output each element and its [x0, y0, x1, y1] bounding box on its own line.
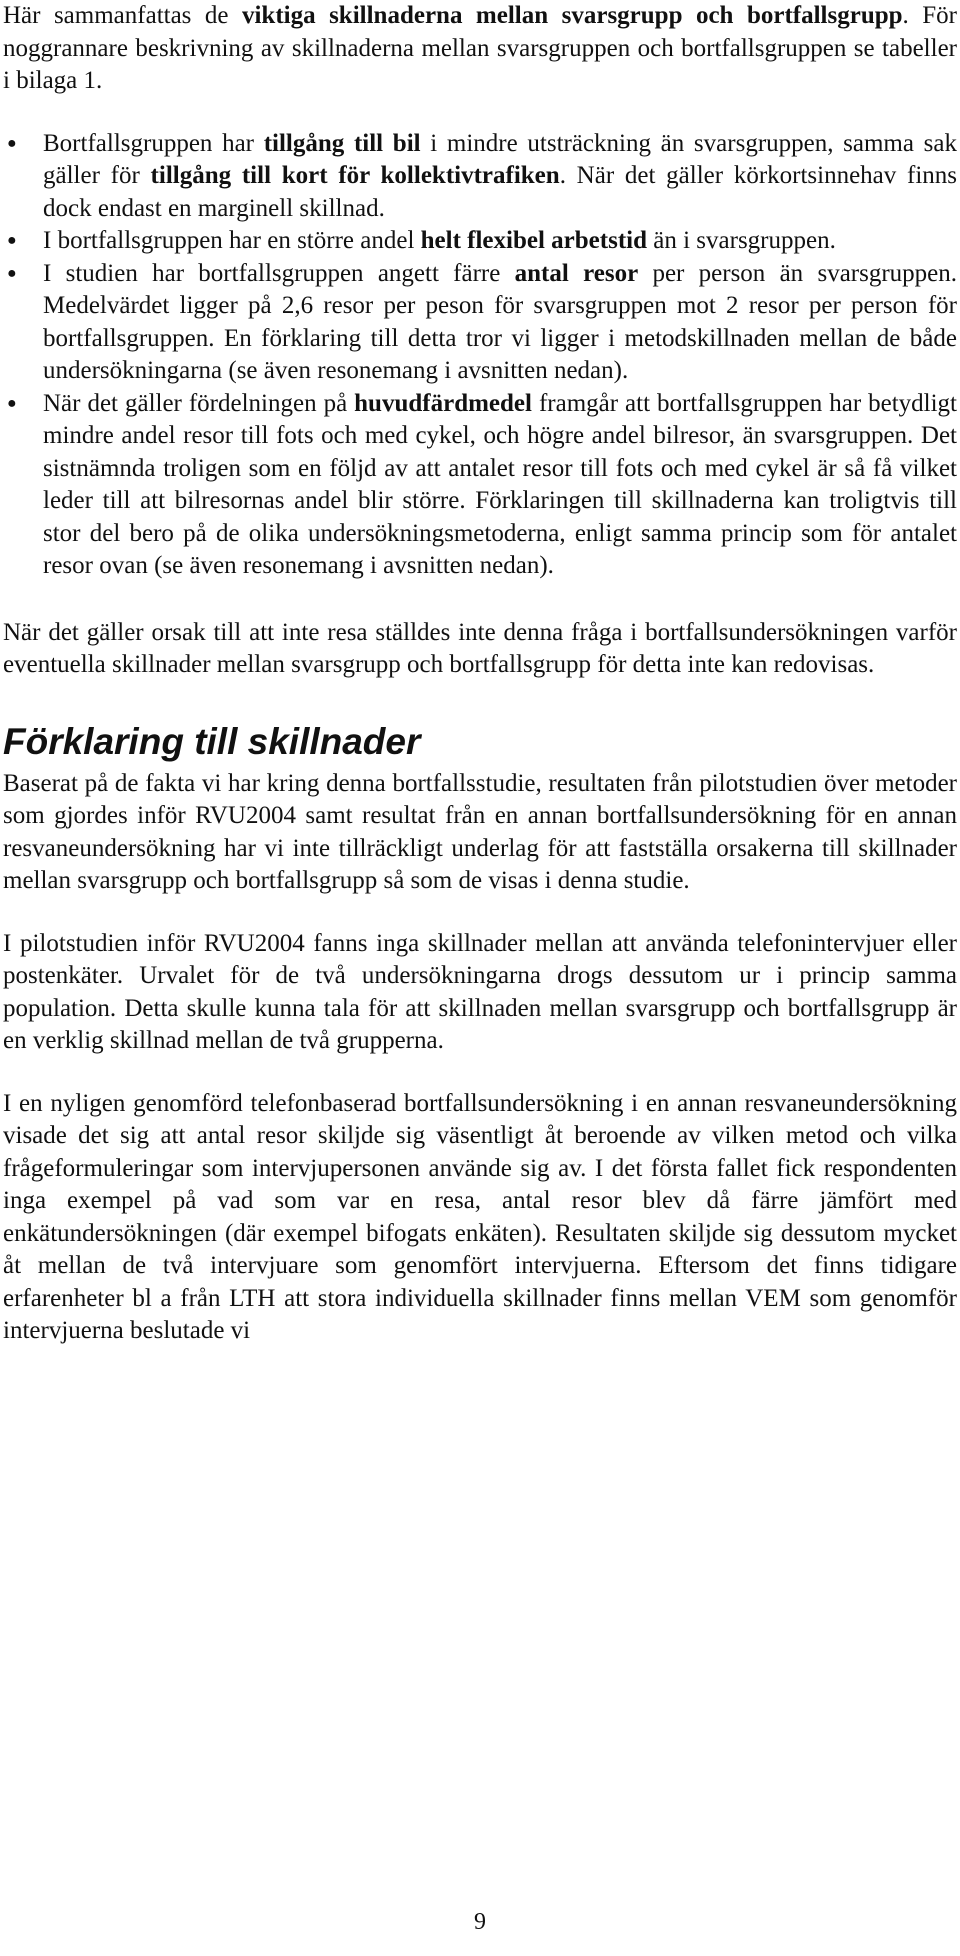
- intro-bold-text: viktiga skillnaderna mellan svarsgrupp och bortfallsgrupp: [241, 2, 903, 29]
- bullet-icon: ●: [7, 394, 17, 412]
- list-item: ● I bortfallsgruppen har en större andel helt flexibel arbetstid än i svarsgruppen.: [3, 225, 957, 258]
- body-paragraph-3: I en nyligen genomförd telefonbaserad bortfallsundersökning i en annan resvaneundersökning visade det sig att antal resor skiljde sig väsentligt åt beroende av vilken metod och vilka frågeformuleringar som intervjupersonen använde sig av. I det första fallet fick respondenten inga exempel på vad som var en resa, antal resor blev då färre jämfört med enkätundersökningen (där exempel bifogats enkäten). Resultaten skiljde sig dessutom mycket åt mellan de två intervjuare som genomfört intervjuerna. Eftersom det finns tidigare erfarenheter bl a från LTH att stora individuella skillnader finns mellan VEM som genomför intervjuerna beslutade vi: [3, 1089, 957, 1344]
- bullet-icon: ●: [7, 264, 17, 282]
- section-heading: Förklaring till skillnader: [3, 720, 421, 762]
- intro-text-1: Här sammanfattas de: [3, 2, 242, 29]
- bullet-icon: ●: [7, 134, 17, 152]
- body-paragraph-2: I pilotstudien inför RVU2004 fanns inga skillnader mellan att använda telefonintervjuer eller postenkäter. Urvalet för de två undersökningarna drogs dessutom ur i princip samma population. Detta skulle kunna tala för att skillnaden mellan svarsgrupp och bortfallsgrupp är en verklig skillnad mellan de två grupperna.: [3, 929, 957, 1054]
- intro-text-2: . För noggrannare beskrivning av skillnaderna mellan svarsgruppen och bortfallsgruppen se tabeller i bilaga 1.: [3, 2, 957, 94]
- page-number: 9: [474, 1909, 486, 1935]
- bullet-icon: ●: [7, 232, 17, 249]
- list-item: ● Bortfallsgruppen har tillgång till bil i mindre utsträckning än svarsgruppen, samma sak gäller för tillgång till kort för kollektivtrafiken. När det gäller körkortsinnehav finns dock endast en marginell skillnad.: [7, 129, 958, 222]
- body-paragraph-1: Baserat på de fakta vi har kring denna bortfallsstudie, resultaten från pilotstudien över metoder som gjordes inför RVU2004 samt resultat från en annan bortfallsundersökning för en annan resvaneundersökning har vi inte tillräckligt underlag för att fastställa orsakerna till skillnader mellan svarsgrupp och bortfallsgrupp så som de visas i denna studie.: [3, 769, 957, 894]
- orsak-paragraph: När det gäller orsak till att inte resa ställdes inte denna fråga i bortfallsundersökningen varför eventuella skillnader mellan svarsgrupp och bortfallsgrupp för detta inte kan redovisas.: [3, 618, 957, 678]
- intro-paragraph: [3, 0, 957, 98]
- list-item: ● I studien har bortfallsgruppen angett färre antal resor per person än svarsgruppen. Medelvärdet ligger på 2,6 resor per peson för svarsgruppen mot 2 resor per person för bortfallsgruppen. En förklaring till detta tror vi ligger i metodskillnaden mellan de både undersökningarna (se även resonemang i avsnitten nedan).: [7, 259, 958, 384]
- difference-list: [3, 128, 957, 583]
- list-item: ● När det gäller fördelningen på huvudfärdmedel framgår att bortfallsgruppen har betydligt mindre andel resor till fots och med cykel, och högre andel bilresor, än svarsgruppen. Det sistnämnda troligen som en följd av att antalet resor till fots och med cykel är så få vilket leder till att bilresornas andel blir större. Förklaringen till skillnaderna kan troligtvis till stor del bero på de olika undersökningsmetoderna, enligt samma princip som för antalet resor ovan (se även resonemang i avsnitten nedan).: [7, 389, 957, 579]
